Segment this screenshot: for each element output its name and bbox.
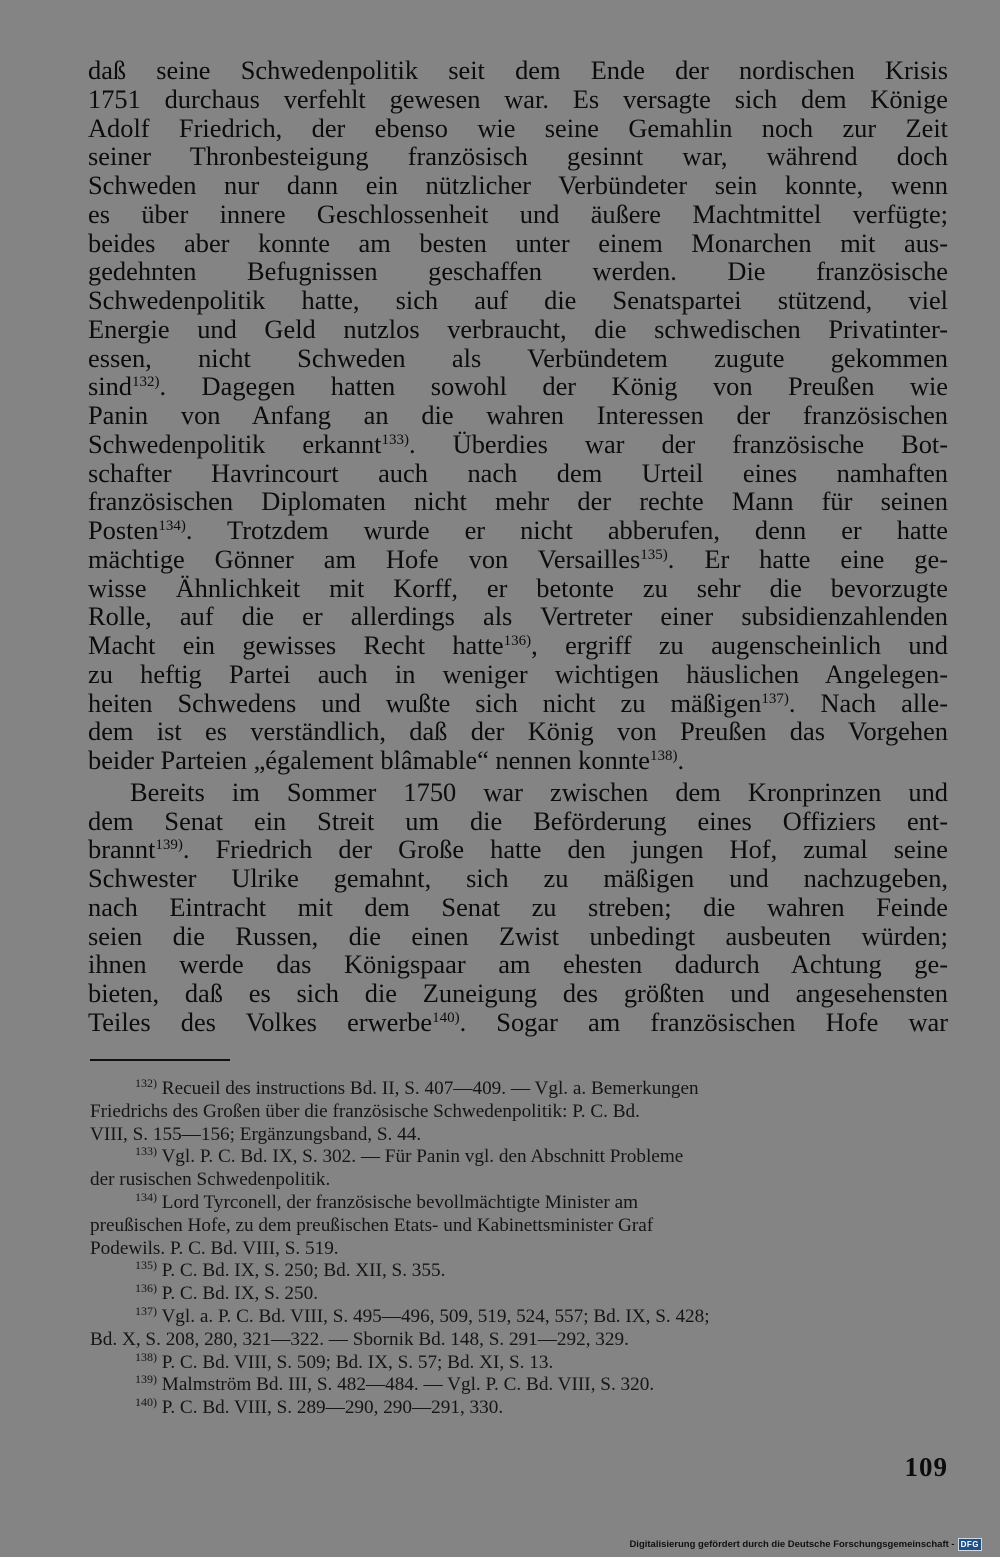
footnote-line: Bd. X, S. 208, 280, 321—322. — Sbornik Bd. 148, S. 291—292, 329. [90,1328,629,1350]
text-fragment: . Nach alle- [788,687,948,718]
text-line [88,746,948,775]
footnote-139 [90,1374,948,1397]
footnote-ref-137: 137) [761,690,789,707]
footnote-line [90,1260,948,1283]
footnote-line [90,1349,948,1375]
text-line [88,631,948,660]
text-line: schafter Havrincourt auch nach dem Urteil eines namhaften [88,457,948,488]
text-fragment: . Trotzdem wurde er nicht abberufen, denn er hatte [185,515,948,545]
footnote-134 [90,1189,948,1260]
text-line: dem Senat ein Streit um die Beförderung eines Offiziers ent- [88,805,948,836]
text-fragment: . [677,745,685,775]
footnote-ref-138: 138) [650,748,678,764]
text-fragment: beider Parteien „également blâmable“ nennen konnte [88,745,651,775]
text-line [88,430,948,459]
footnote-mark: 140) [135,1395,157,1410]
footnote-text: Malmström Bd. III, S. 482—484. — Vgl. P. C. Bd. VIII, S. 320. [161,1374,655,1396]
footnote-ref-136: 136) [503,633,532,649]
text-line [88,372,948,401]
text-line [88,516,948,545]
text-line: Panin von Anfang an die wahren Interessen der französischen [88,400,948,430]
footnotes [90,1078,948,1420]
text-fragment: brannt [88,834,156,865]
footnote-line: Friedrichs des Großen über die französische Schwedenpolitik: P. C. Bd. [90,1100,640,1122]
text-fragment: Macht ein gewisses Recht hatte [88,630,504,660]
footnote-line [90,1078,948,1101]
text-line: gedehnten Befugnissen geschaffen werden. Die französische [88,256,948,287]
footnote-line [90,1283,948,1306]
text-fragment: Schwedenpolitik erkannt [88,428,382,459]
footnote-line: Podewils. P. C. Bd. VIII, S. 519. [90,1237,339,1259]
text-line [88,835,948,864]
footnote-132 [90,1078,948,1146]
text-line: Schwedenpolitik hatte, sich auf die Senatspartei stützend, viel [88,285,948,315]
footnote-line [90,1374,948,1397]
text-fragment: Posten [88,515,159,545]
text-fragment: . Überdies war der französische Bot- [409,428,949,459]
text-line: essen, nicht Schweden als Verbündetem zugute gekommen [88,342,948,373]
footnote-text: Vgl. P. C. Bd. IX, S. 302. — Für Panin vgl. den Abschnitt Probleme [161,1146,684,1168]
footnote-ref-139: 139) [155,837,183,854]
footnote-mark: 132) [135,1076,157,1090]
footnote-133 [90,1146,948,1192]
text-line: Schwester Ulrike gemahnt, sich zu mäßigen und nachzugeben, [88,863,948,893]
footnote-line [90,1303,948,1329]
paragraph-1 [88,56,948,775]
text-line [88,545,948,574]
text-line: es über innere Geschlossenheit und äußere Machtmittel verfügte; [88,198,948,229]
main-text [88,56,948,1037]
footnote-ref-133: 133) [381,431,410,448]
text-fragment: mächtige Gönner am Hofe von Versailles [88,543,641,574]
text-line: seien die Russen, die einen Zwist unbedingt ausbeuten würden; [88,920,948,951]
text-fragment: Teiles des Volkes erwerbe [88,1006,433,1037]
footnote-mark: 137) [135,1303,157,1318]
footnote-line: VIII, S. 155—156; Ergänzungsband, S. 44. [90,1123,422,1145]
footnote-135 [90,1260,948,1283]
dfg-logo: DFG [958,1538,982,1551]
footnote-ref-135: 135) [640,546,668,563]
footnote-line: der rusischen Schwedenpolitik. [90,1169,331,1191]
footnote-text: Vgl. a. P. C. Bd. VIII, S. 495—496, 509, 519, 524, 557; Bd. IX, S. 428; [161,1305,710,1327]
footnote-ref-132: 132) [132,374,160,391]
footer-text: Digitalisierung gefördert durch die Deutsche Forschungsgemeinschaft - [629,1539,955,1550]
footnote-ref-140: 140) [432,1009,460,1026]
text-line: beides aber konnte am besten unter einem Monarchen mit aus- [88,227,948,258]
text-fragment: sind [88,371,132,402]
text-line: Rolle, auf die er allerdings als Vertreter einer subsidienzahlenden [88,601,948,632]
text-fragment: . Er hatte eine ge- [667,543,948,574]
text-fragment: . Friedrich der Große hatte den jungen Hof, zumal seine [182,834,948,865]
text-line: zu heftig Partei auch in weniger wichtigen häuslichen Angelegen- [88,658,948,689]
text-line: seiner Thronbesteigung französisch gesinnt war, während doch [88,141,948,172]
footnote-line [90,1189,948,1215]
footnote-mark: 133) [135,1144,157,1159]
footnote-mark: 134) [135,1189,157,1204]
footnote-text: P. C. Bd. VIII, S. 509; Bd. IX, S. 57; Bd. XI, S. 13. [161,1351,554,1373]
text-line: ihnen werde das Königspaar am ehesten dadurch Achtung ge- [88,949,948,980]
paragraph-2 [88,778,948,1037]
footnote-divider [90,1059,230,1061]
text-line: Bereits im Sommer 1750 war zwischen dem Kronprinzen und [130,776,948,807]
footnote-mark: 138) [135,1349,157,1364]
text-line: wisse Ähnlichkeit mit Korff, er betonte zu sehr die bevorzugte [88,572,948,603]
footnote-text: P. C. Bd. IX, S. 250. [161,1283,318,1305]
footnote-text: P. C. Bd. VIII, S. 289—290, 290—291, 330. [161,1397,504,1419]
text-line: dem ist es verständlich, daß der König von Preußen das Vorgehen [88,716,948,747]
digitization-footer [629,1538,982,1551]
footnote-line [90,1146,948,1169]
text-line: nach Eintracht mit dem Senat zu streben; die wahren Feinde [88,891,948,922]
footnote-mark: 136) [135,1281,157,1296]
footnote-140 [90,1397,948,1420]
text-fragment: , ergriff zu augenscheinlich und [531,630,948,660]
footnote-text: Lord Tyrconell, der französische bevollmächtigte Minister am [161,1191,639,1213]
footnote-mark: 139) [135,1372,157,1387]
text-line: bieten, daß es sich die Zuneigung des größten und angesehensten [88,978,948,1008]
text-line: Adolf Friedrich, der ebenso wie seine Gemahlin noch zur Zeit [88,112,948,143]
text-line: französischen Diplomaten nicht mehr der rechte Mann für seinen [88,486,948,517]
footnote-137 [90,1303,948,1352]
footnote-line: preußischen Hofe, zu dem preußischen Etats- und Kabinettsminister Graf [90,1214,654,1236]
page-number: 109 [904,1452,948,1482]
text-line: Energie und Geld nutzlos verbraucht, die schwedischen Privatinter- [88,313,948,344]
text-line: 1751 durchaus verfehlt gewesen war. Es versagte sich dem Könige [88,83,948,114]
footnote-ref-134: 134) [158,518,186,534]
text-fragment: . Dagegen hatten sowohl der König von Preußen wie [159,371,948,402]
text-line [88,689,948,718]
footnote-138 [90,1349,948,1375]
footnote-mark: 135) [135,1258,157,1273]
footnote-line [90,1397,948,1420]
text-fragment: heiten Schwedens und wußte sich nicht zu mäßigen [88,687,762,718]
footnote-text: P. C. Bd. IX, S. 250; Bd. XII, S. 355. [161,1260,446,1282]
text-line [88,1008,948,1037]
footnote-136 [90,1283,948,1306]
text-line: Schweden nur dann ein nützlicher Verbündeter sein konnte, wenn [88,170,948,200]
text-line: daß seine Schwedenpolitik seit dem Ende der nordischen Krisis [88,55,948,85]
footnote-text: Recueil des instructions Bd. II, S. 407—409. — Vgl. a. Bemerkungen [161,1078,699,1099]
text-fragment: . Sogar am französischen Hofe war [459,1006,949,1037]
